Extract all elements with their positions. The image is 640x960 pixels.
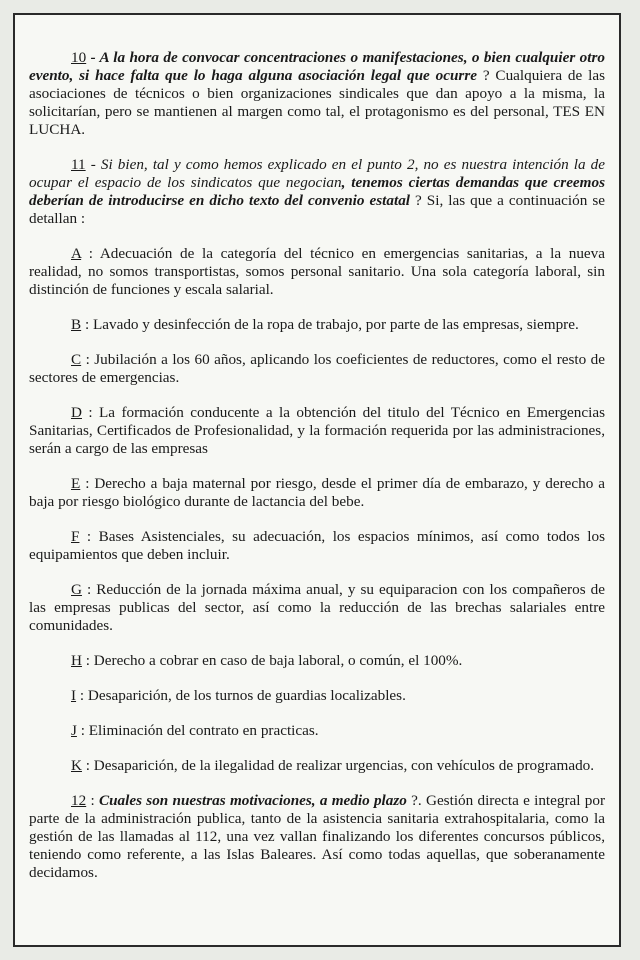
paragraph-12 bbox=[29, 792, 605, 882]
list-item-g bbox=[29, 581, 605, 635]
item-text: Derecho a baja maternal por riesgo, desde el primer día de embarazo, y derecho a baja por riesgo biológico durante de lactancia del bebe. bbox=[29, 475, 605, 510]
list-item-d bbox=[29, 404, 605, 458]
separator: : bbox=[81, 652, 94, 669]
list-item-f bbox=[29, 528, 605, 564]
item-letter: K bbox=[71, 757, 82, 774]
paragraph-10 bbox=[29, 49, 605, 139]
item-letter: B bbox=[71, 316, 82, 333]
item-number: 10 bbox=[71, 49, 87, 66]
separator: : bbox=[76, 722, 89, 739]
question-text: Cuales son nuestras motivaciones, a medio plazo bbox=[98, 792, 407, 809]
separator: : bbox=[81, 245, 100, 262]
list-item-e bbox=[29, 475, 605, 511]
separator: : bbox=[86, 792, 99, 809]
item-text: Lavado y desinfección de la ropa de trabajo, por parte de las empresas, siempre. bbox=[92, 316, 579, 333]
item-letter: H bbox=[71, 652, 82, 669]
item-number: 11 bbox=[71, 156, 86, 173]
item-text: Eliminación del contrato en practicas. bbox=[88, 722, 319, 739]
list-item-a bbox=[29, 245, 605, 299]
item-number: 12 bbox=[71, 792, 87, 809]
separator: : bbox=[80, 475, 95, 492]
question-text: A la hora de convocar concentraciones o manifestaciones, o bien cualquier otro evento, si hace falta que lo haga alguna asociación legal que ocurre bbox=[29, 49, 605, 84]
question-text-bold: , tenemos ciertas demandas que creemos deberían de introducirse en dicho texto del convenio estatal bbox=[29, 174, 605, 209]
item-letter: J bbox=[71, 722, 77, 739]
separator: : bbox=[76, 687, 88, 704]
list-item-i bbox=[29, 687, 605, 705]
list-item-j bbox=[29, 722, 605, 740]
document-page bbox=[13, 13, 621, 947]
separator: : bbox=[81, 581, 97, 598]
list-item-h bbox=[29, 652, 605, 670]
separator: : bbox=[79, 528, 99, 545]
list-item-c bbox=[29, 351, 605, 387]
item-text: Bases Asistenciales, su adecuación, los espacios mínimos, así como todos los equipamientos que deben incluir. bbox=[29, 528, 605, 563]
item-text: Reducción de la jornada máxima anual, y su equiparacion con los compañeros de las empresas publicas del sector, así como la reducción de las brechas salariales entre comunidades. bbox=[29, 581, 605, 634]
item-text: Derecho a cobrar en caso de baja laboral, o común, el 100%. bbox=[93, 652, 463, 669]
item-text: Desaparición, de los turnos de guardias localizables. bbox=[87, 687, 406, 704]
item-letter: G bbox=[71, 581, 82, 598]
item-letter: E bbox=[71, 475, 81, 492]
item-text: Jubilación a los 60 años, aplicando los coeficientes de reductores, como el resto de sectores de emergencias. bbox=[29, 351, 605, 386]
answer-text: ? Cualquiera de las asociaciones de técnicos o bien organizaciones sindicales que dan apoyo a la misma, la solicitarían, pero se mantienen al margen como tal, el protagonismo es del personal, TES EN LUCHA. bbox=[29, 67, 605, 138]
separator: : bbox=[81, 757, 94, 774]
list-item-b bbox=[29, 316, 605, 334]
document-body bbox=[29, 49, 605, 882]
item-letter: I bbox=[71, 687, 77, 704]
list-item-k bbox=[29, 757, 605, 775]
question-text: Si bien, tal y como hemos explicado en el punto 2, no es nuestra intención la de ocupar el espacio de los sindicatos que negocian bbox=[29, 156, 605, 191]
item-text: Adecuación de la categoría del técnico en emergencias sanitarias, a la nueva realidad, no somos transportistas, somos personal sanitario. Una sola categoría laboral, sin distinción de funciones y escala salarial. bbox=[29, 245, 605, 298]
separator: : bbox=[81, 351, 95, 368]
separator: : bbox=[81, 316, 93, 333]
separator: - bbox=[86, 49, 100, 66]
item-letter: C bbox=[71, 351, 82, 368]
item-text: La formación conducente a la obtención del titulo del Técnico en Emergencias Sanitarias, Certificados de Profesionalidad, y la formación requerida por las administraciones, serán a cargo de las empresas bbox=[29, 404, 605, 457]
item-letter: A bbox=[71, 245, 82, 262]
paragraph-11 bbox=[29, 156, 605, 228]
separator: - bbox=[85, 156, 101, 173]
item-letter: F bbox=[71, 528, 80, 545]
separator: : bbox=[81, 404, 100, 421]
item-letter: D bbox=[71, 404, 82, 421]
answer-text: ? Si, las que a continuación se detallan : bbox=[29, 192, 605, 227]
item-text: Desaparición, de la ilegalidad de realizar urgencias, con vehículos de programado. bbox=[93, 757, 595, 774]
answer-text: ?. Gestión directa e integral por parte de la administración publica, tanto de la asistencia sanitaria extrahospitalaria, como la gestión de las llamadas al 112, una vez vallan finalizando los diferentes concursos públicos, teniendo como referente, a las Islas Baleares. Así como todas aquellas, que soberanamente decidamos. bbox=[29, 792, 605, 881]
